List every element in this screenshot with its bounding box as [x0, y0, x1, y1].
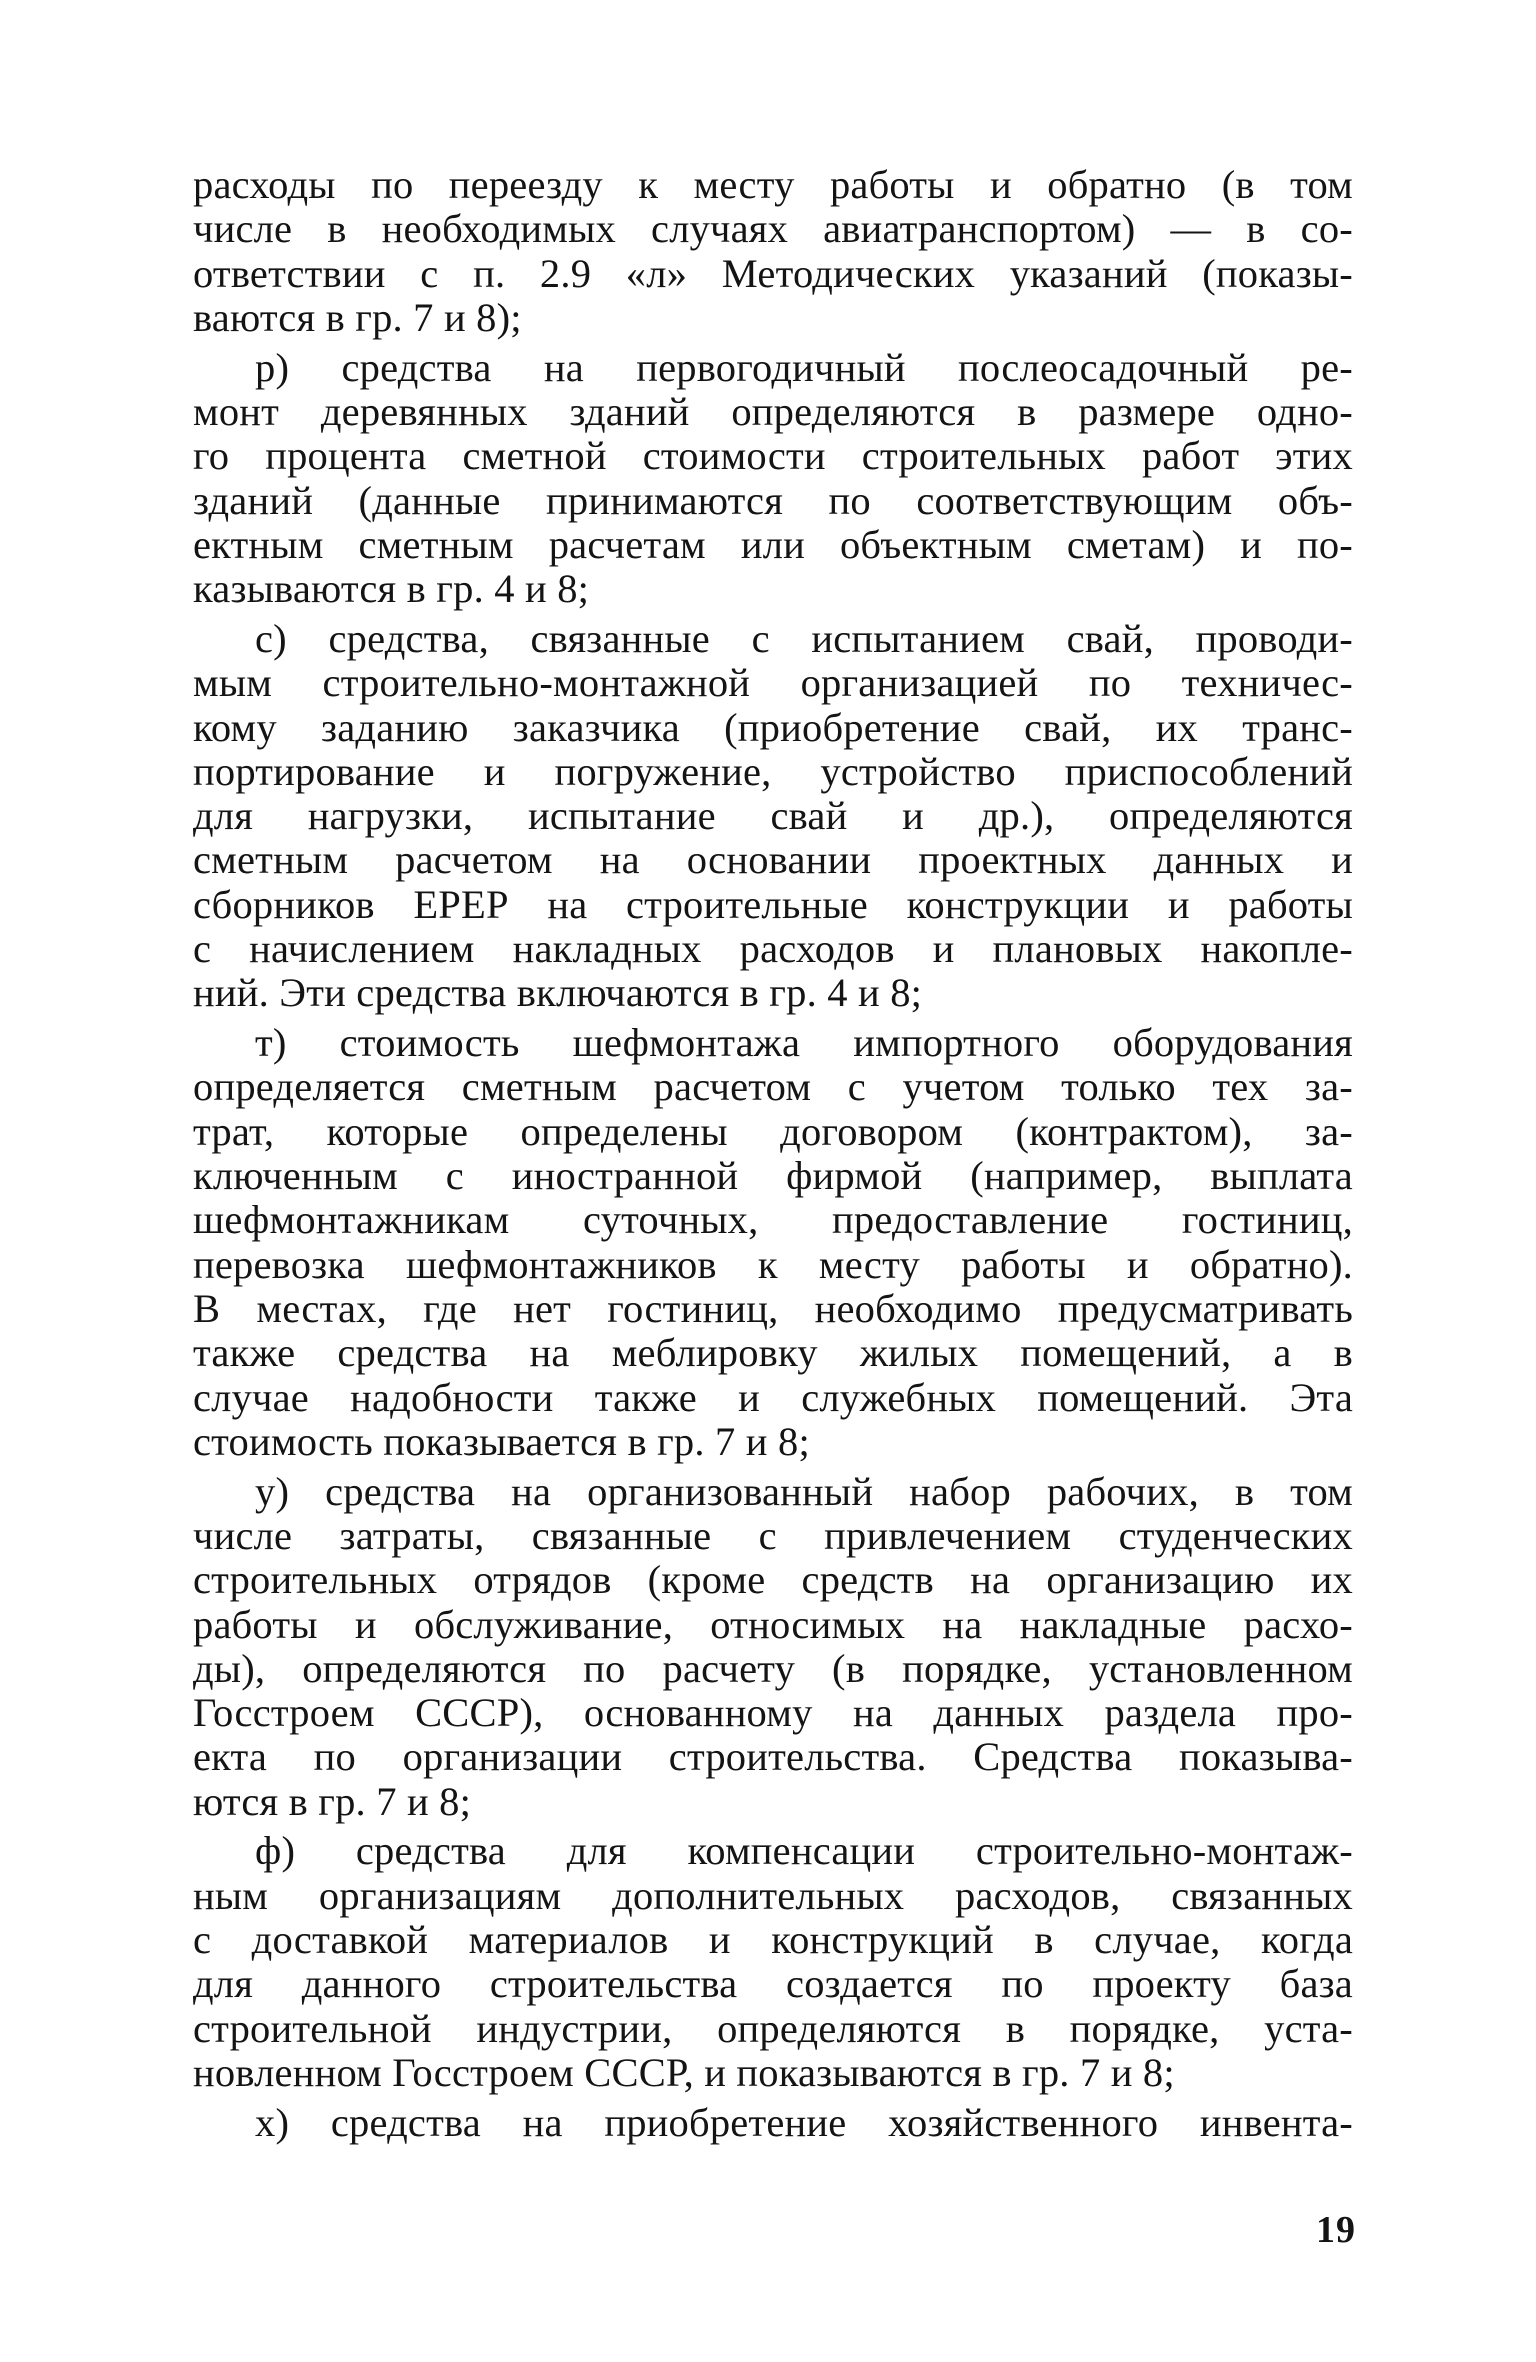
text-line: числе затраты, связанные с привлечением студенческих [193, 1512, 1353, 1558]
text-line: перевозка шефмонтажников к месту работы и обратно). [193, 1241, 1353, 1287]
text-line: ды), определяются по расчету (в порядке, установленном [193, 1645, 1353, 1691]
text-line: с начислением накладных расходов и плановых накопле- [193, 926, 1353, 972]
text-line: новленном Госстроем СССР, и показываются в гр. 7 и 8; [193, 2049, 1175, 2095]
text-line: случае надобности также и служебных помещений. Эта [193, 1374, 1353, 1420]
text-line: ф) средства для компенсации строительно-монтаж- [255, 1828, 1353, 1874]
paragraph-p-r [193, 346, 1353, 612]
paragraph-p-t [193, 1021, 1353, 1464]
paragraph-p-continued [193, 163, 1353, 340]
text-line: строительной индустрии, определяются в порядке, уста- [193, 2005, 1353, 2051]
paragraph-p-s [193, 617, 1353, 1016]
text-line: работы и обслуживание, относимых на накладные расхо- [193, 1601, 1353, 1647]
text-line: ключенным с иностранной фирмой (например, выплата [193, 1153, 1353, 1199]
text-line: шефмонтажникам суточных, предоставление гостиниц, [193, 1197, 1353, 1243]
text-line: стоимость показывается в гр. 7 и 8; [193, 1418, 810, 1464]
text-line: монт деревянных зданий определяются в размере одно- [193, 388, 1353, 434]
text-line: ектным сметным расчетам или объектным сметам) и по- [193, 521, 1353, 567]
text-line: портирование и погружение, устройство приспособлений [193, 748, 1353, 794]
text-line: кому заданию заказчика (приобретение свай, их транс- [193, 704, 1353, 750]
text-line: сборников ЕРЕР на строительные конструкции и работы [193, 881, 1353, 927]
text-line: х) средства на приобретение хозяйственного инвента- [255, 2099, 1353, 2145]
text-line: для нагрузки, испытание свай и др.), определяются [193, 793, 1353, 839]
body-text [193, 163, 1353, 2151]
text-line: числе в необходимых случаях авиатранспортом) — в со- [193, 206, 1353, 252]
text-line: с доставкой материалов и конструкций в случае, когда [193, 1917, 1353, 1963]
text-line: у) средства на организованный набор рабочих, в том [255, 1468, 1353, 1514]
text-line: с) средства, связанные с испытанием свай, проводи- [255, 615, 1353, 661]
text-line: Госстроем СССР), основанному на данных раздела про- [193, 1690, 1353, 1736]
text-line: для данного строительства создается по проекту база [193, 1961, 1353, 2007]
text-line: ваются в гр. 7 и 8); [193, 294, 522, 340]
text-line: определяется сметным расчетом с учетом только тех за- [193, 1064, 1353, 1110]
text-line: также средства на меблировку жилых помещений, а в [193, 1330, 1353, 1376]
text-line: р) средства на первогодичный послеосадочный ре- [255, 344, 1353, 390]
paragraph-p-u [193, 1470, 1353, 1824]
text-line: строительных отрядов (кроме средств на организацию их [193, 1557, 1353, 1603]
text-line: трат, которые определены договором (контрактом), за- [193, 1108, 1353, 1154]
text-line: казываются в гр. 4 и 8; [193, 566, 590, 612]
text-line: сметным расчетом на основании проектных данных и [193, 837, 1353, 883]
text-line: зданий (данные принимаются по соответствующим объ- [193, 477, 1353, 523]
text-line: ний. Эти средства включаются в гр. 4 и 8; [193, 970, 923, 1016]
text-line: т) стоимость шефмонтажа импортного оборудования [255, 1020, 1353, 1066]
text-line: расходы по переезду к месту работы и обратно (в том [193, 162, 1353, 207]
text-line: ным организациям дополнительных расходов, связанных [193, 1872, 1353, 1918]
paragraph-p-kh [193, 2101, 1353, 2145]
text-line: В местах, где нет гостиниц, необходимо предусматривать [193, 1285, 1353, 1331]
text-line: екта по организации строительства. Средства показыва- [193, 1734, 1353, 1780]
paragraph-p-f [193, 1829, 1353, 2095]
text-line: ответствии с п. 2.9 «л» Методических указаний (показы- [193, 250, 1353, 296]
text-line: го процента сметной стоимости строительных работ этих [193, 433, 1353, 479]
text-line: ются в гр. 7 и 8; [193, 1778, 472, 1824]
page-number: 19 [1316, 2209, 1356, 2251]
text-line: мым строительно-монтажной организацией по техничес- [193, 660, 1353, 706]
